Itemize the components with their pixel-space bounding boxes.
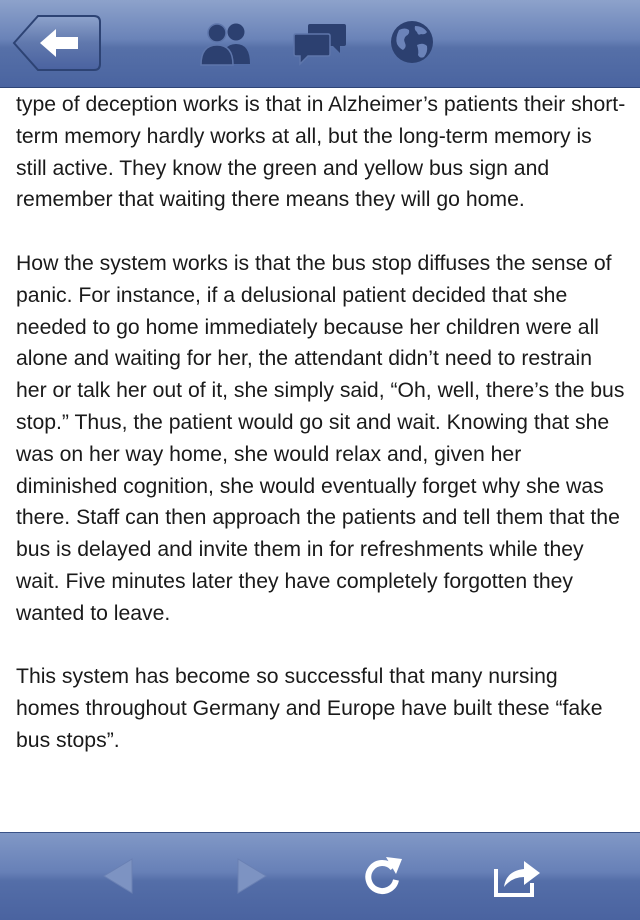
globe-icon[interactable] — [385, 18, 441, 68]
back-button[interactable] — [12, 14, 102, 72]
previous-button[interactable] — [96, 853, 146, 899]
previous-arrow-icon — [96, 853, 146, 899]
share-button[interactable] — [492, 853, 542, 899]
top-nav-bar — [0, 0, 640, 88]
reload-icon — [358, 853, 408, 899]
article-paragraph: How the system works is that the bus stop diffuses the sense of panic. For instance, if a delusional patient decided that she needed to go home immediately because her children were all alone and waiting for her, the attendant didn’t need to restrain her or talk her out of it, she simply said, “Oh, well, there’s the bus stop.” Thus, the patient would go sit and wait. Knowing that she was on her way home, she would relax and, given her diminished cognition, she would eventually forget why she was there. Staff can then approach the patients and tell them that the bus is delayed and invite them in for refreshments while they wait. Five minutes later they have completely forgotten they wanted to leave. — [16, 251, 625, 625]
article-paragraph: type of deception works is that in Alzheimer’s patients their short-term memory hardly works at all, but the long-term memory is still active. They know the green and yellow bus sign and remember that waiting there means they will go home. — [16, 93, 626, 212]
share-icon — [492, 853, 542, 899]
article-paragraph: This system has become so successful that many nursing homes throughout Germany and Europe have built these “fake bus stops”. — [16, 665, 603, 752]
people-icon[interactable] — [198, 18, 254, 68]
article-view[interactable] — [0, 88, 640, 832]
next-button[interactable] — [228, 853, 278, 899]
back-arrow-icon — [12, 14, 102, 72]
article-body — [16, 89, 626, 757]
chat-bubbles-icon[interactable] — [292, 18, 348, 68]
reload-button[interactable] — [358, 853, 408, 899]
next-arrow-icon — [228, 853, 278, 899]
bottom-toolbar — [0, 832, 640, 920]
